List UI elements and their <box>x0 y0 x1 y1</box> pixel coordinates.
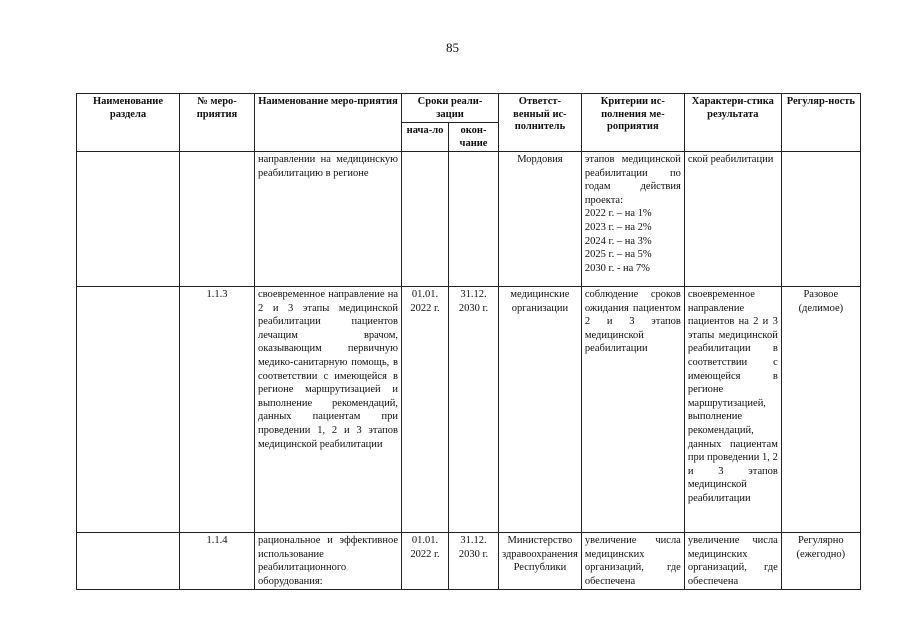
header-end: окон-чание <box>449 123 499 152</box>
header-start: нача-ло <box>402 123 449 152</box>
table-row <box>77 533 861 590</box>
cell-section <box>77 152 180 287</box>
cell-section <box>77 533 180 590</box>
header-criteria: Критерии ис-полнения ме-роприятия <box>581 94 684 152</box>
cell-criteria: увеличение числа медицинских организаций, где обеспечена <box>581 533 684 590</box>
header-section: Наименование раздела <box>77 94 180 152</box>
cell-section <box>77 287 180 533</box>
cell-num <box>180 152 255 287</box>
cell-regularity <box>781 152 860 287</box>
table-row <box>77 287 861 533</box>
cell-name: рациональное и эффективное использование реабилитационного оборудования: <box>255 533 402 590</box>
cell-result: своевременное направление пациентов на 2 и 3 этапы медицинской реабилитации в соответствии с имеющейся в регионе маршрутизацией, выполнение рекомендаций, данных пациентам при проведении 1, 2 и 3 этапов медицинской реабилитации <box>684 287 781 533</box>
cell-end: 31.12. 2030 г. <box>449 533 499 590</box>
cell-regularity: Регулярно (ежегодно) <box>781 533 860 590</box>
cell-num: 1.1.3 <box>180 287 255 533</box>
cell-responsible: медицинские организации <box>499 287 582 533</box>
cell-result: увеличение числа медицинских организаций, где обеспечена <box>684 533 781 590</box>
cell-responsible: Мордовия <box>499 152 582 287</box>
cell-start <box>402 152 449 287</box>
header-num: № меро-приятия <box>180 94 255 152</box>
cell-result: ской реабилитации <box>684 152 781 287</box>
table-row <box>77 152 861 287</box>
header-result: Характери-стика результата <box>684 94 781 152</box>
header-responsible: Ответст-венный ис-полнитель <box>499 94 582 152</box>
activities-table <box>76 93 861 590</box>
cell-start: 01.01. 2022 г. <box>402 287 449 533</box>
header-terms: Сроки реали-зации <box>402 94 499 123</box>
cell-end: 31.12. 2030 г. <box>449 287 499 533</box>
cell-name: своевременное направление на 2 и 3 этапы медицинской реабилитации пациентов лечащим врачом, оказывающим первичную медико-санитарную помощь, в соответствии с имеющейся в регионе маршрутизацией и выполнение рекомендаций, данных пациентам при проведении 1, 2 и 3 этапов медицинской реабилитации <box>255 287 402 533</box>
cell-regularity: Разовое (делимое) <box>781 287 860 533</box>
cell-num: 1.1.4 <box>180 533 255 590</box>
cell-criteria: соблюдение сроков ожидания пациентом 2 и 3 этапов медицинской реабилитации <box>581 287 684 533</box>
header-name: Наименование меро-приятия <box>255 94 402 152</box>
page-number: 85 <box>446 40 459 55</box>
cell-start: 01.01. 2022 г. <box>402 533 449 590</box>
cell-end <box>449 152 499 287</box>
cell-name: направлении на медицинскую реабилитацию в регионе <box>255 152 402 287</box>
header-regularity: Регуляр-ность <box>781 94 860 152</box>
cell-criteria: этапов медицинской реабилитации по годам действия проекта: 2022 г. – на 1% 2023 г. – на 2% 2024 г. – на 3% 2025 г. – на 5% 2030 г. - на 7% <box>581 152 684 287</box>
cell-responsible: Министерство здравоохранения Республики <box>499 533 582 590</box>
